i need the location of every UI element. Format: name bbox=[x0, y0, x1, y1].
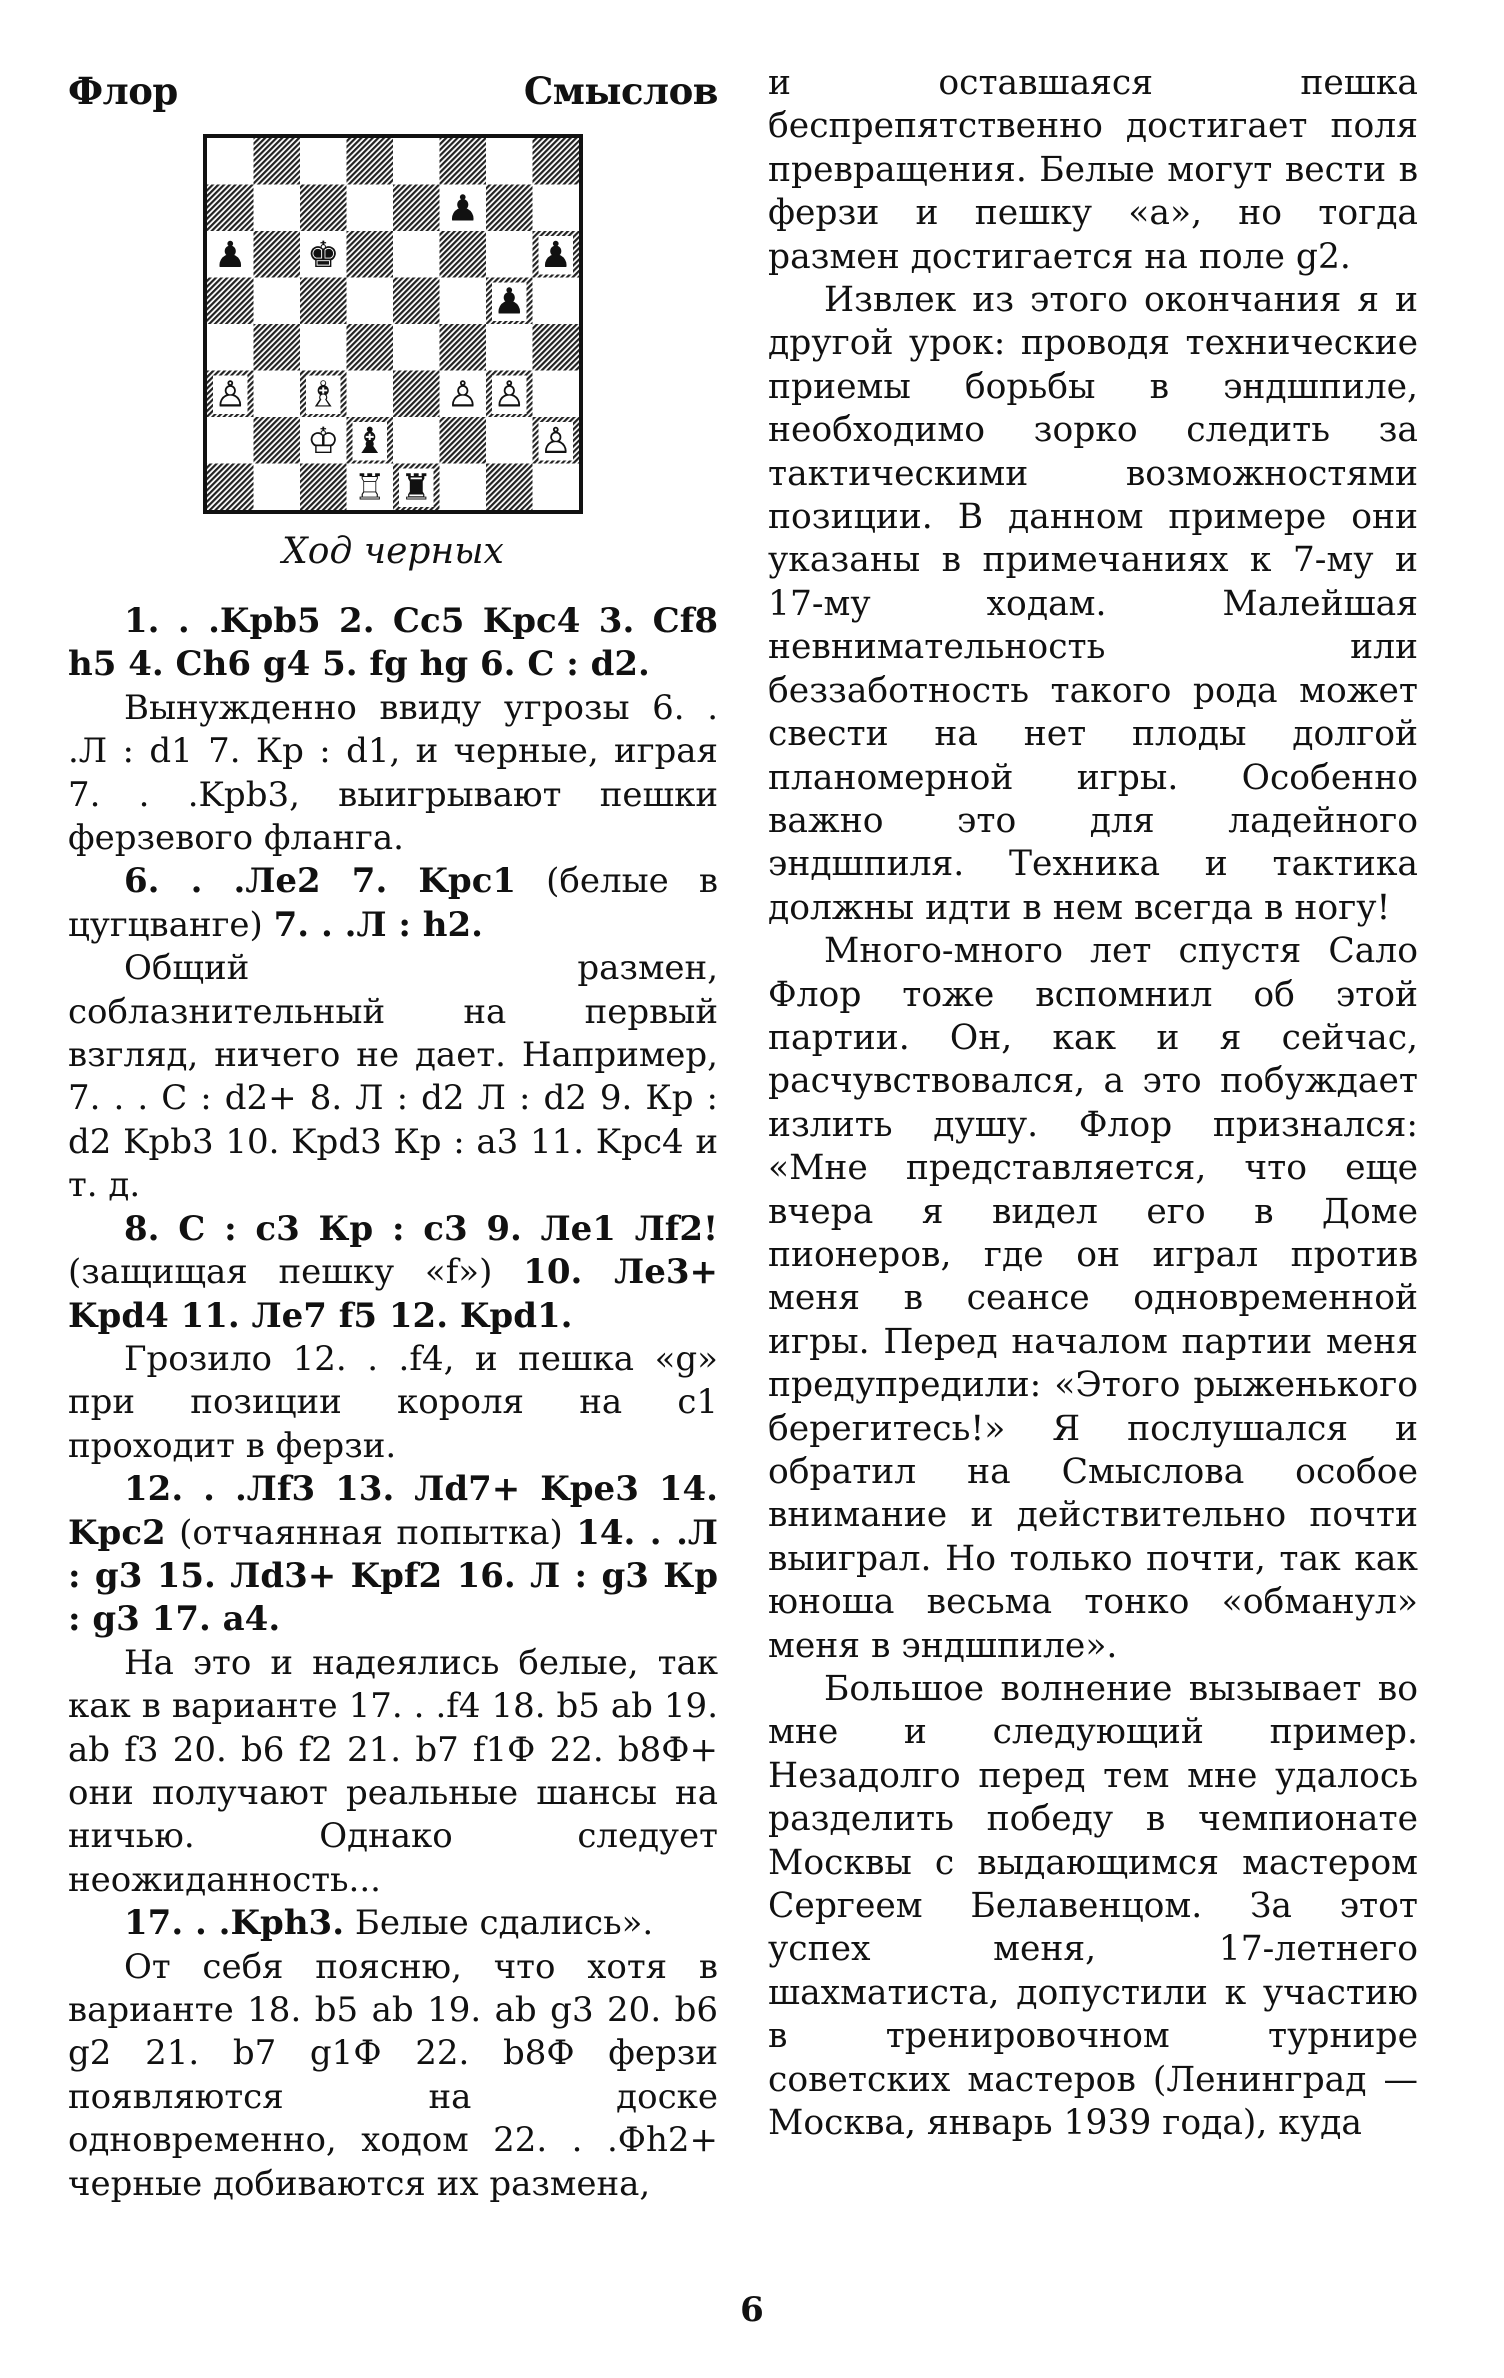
moves-4a: 8. C : c3 Кр : c3 9. Ле1 Лf2! bbox=[124, 1208, 718, 1249]
light-square bbox=[393, 231, 440, 278]
paragraph-moves-1 bbox=[68, 600, 718, 687]
dark-square bbox=[393, 185, 440, 232]
dark-square bbox=[207, 278, 254, 325]
light-square bbox=[533, 464, 580, 511]
player-black: Смыслов bbox=[523, 69, 718, 113]
moves-4b: 10. Ле3+ Kpd4 11. Ле7 f5 12. Kpd1. bbox=[68, 1252, 718, 1336]
light-square bbox=[533, 371, 580, 418]
chess-diagram bbox=[203, 134, 583, 514]
paragraph-right-4: Большое волнение вызывает во мне и следующий пример. Незадолго перед тем мне удалось разделить победу в чемпионате Москвы с выдающимся мастером Сергеем Белавенцом. За этот успех меня, 17-летнего шахматиста, допустили к участию в тренировочном турнире советских мастеров (Ленинград — Москва, январь 1939 года), куда bbox=[768, 1669, 1418, 2144]
dark-square bbox=[533, 138, 580, 185]
black-rook-e1: ♜ bbox=[400, 467, 433, 509]
white-pawn-a3: ♙ bbox=[214, 374, 247, 416]
light-square bbox=[300, 324, 347, 371]
note-2: (белые в цугцванге) bbox=[68, 861, 718, 945]
black-pawn-a6: ♟ bbox=[214, 234, 247, 276]
white-pawn-f3: ♙ bbox=[446, 374, 479, 416]
paragraph-moves-8 bbox=[68, 1902, 718, 1945]
paragraph-note-9: От себя поясню, что хотя в варианте 18. b5 ab 19. ab g3 20. b6 g2 21. b7 g1Ф 22. b8Ф ферзи появляются на доске одновременно, ходом 22. . .Фh2+ черные добиваются их размена, bbox=[68, 1946, 718, 2204]
light-square bbox=[254, 185, 301, 232]
game-header bbox=[68, 62, 718, 126]
light-square bbox=[254, 464, 301, 511]
light-square bbox=[393, 417, 440, 464]
light-square bbox=[254, 278, 301, 325]
light-square bbox=[207, 138, 254, 185]
moves-6b: 14. . .Л : g3 15. Лd3+ Kpf2 16. Л : g3 Кр : g3 17. a4. bbox=[68, 1512, 718, 1640]
paragraph-note-5: Грозило 12. . .f4, и пешка «g» при позиции короля на c1 проходит в ферзи. bbox=[68, 1338, 718, 1466]
light-square bbox=[300, 138, 347, 185]
dark-square bbox=[393, 278, 440, 325]
white-king-c2: ♔ bbox=[307, 420, 340, 462]
dark-square bbox=[347, 231, 394, 278]
paragraph-note-7: На это и надеялись белые, так как в варианте 17. . .f4 18. b5 ab 19. ab f3 20. b6 f2 21. b7 f1Ф 22. b8Ф+ они получают реальные шансы на ничью. Однако следует неожиданность... bbox=[68, 1642, 718, 1900]
moves-2a: 6. . .Ле2 7. Kpc1 bbox=[124, 861, 517, 902]
dark-square bbox=[393, 371, 440, 418]
dark-square bbox=[300, 278, 347, 325]
white-rook-d1: ♖ bbox=[353, 467, 386, 509]
light-square bbox=[440, 278, 487, 325]
black-pawn-h6: ♟ bbox=[539, 234, 572, 276]
light-square bbox=[207, 417, 254, 464]
dark-square bbox=[440, 138, 487, 185]
paragraph-right-2: Извлек из этого окончания я и другой урок: проводя технические приемы борьбы в эндшпиле, необходимо зорко следить за тактическими возможностями позиции. В данном примере они указаны в примечаниях к 7-му и 17-му ходам. Малейшая невнимательность или беззаботность такого рода может свести на нет плоды долгой планомерной игры. Особенно важно это для ладейного эндшпиля. Техника и тактика должны идти в нем всегда в ногу! bbox=[768, 280, 1418, 928]
light-square bbox=[533, 278, 580, 325]
right-column bbox=[768, 62, 1418, 2146]
light-square bbox=[347, 371, 394, 418]
black-king-c6: ♚ bbox=[307, 234, 340, 276]
note-8: Белые сдались». bbox=[354, 1903, 654, 1944]
dark-square bbox=[533, 324, 580, 371]
dark-square bbox=[486, 464, 533, 511]
light-square bbox=[347, 278, 394, 325]
left-text bbox=[68, 600, 718, 2206]
dark-square bbox=[254, 324, 301, 371]
dark-square bbox=[440, 417, 487, 464]
light-square bbox=[486, 138, 533, 185]
light-square bbox=[393, 324, 440, 371]
dark-square bbox=[254, 138, 301, 185]
dark-square bbox=[347, 324, 394, 371]
paragraph-right-1: и оставшаяся пешка беспрепятственно достигает поля превращения. Белые могут вести в ферзи и пешку «а», но тогда размен достигается на поле g2. bbox=[768, 63, 1418, 277]
white-pawn-g3: ♙ bbox=[493, 374, 526, 416]
dark-square bbox=[207, 185, 254, 232]
light-square bbox=[393, 138, 440, 185]
paragraph-moves-4 bbox=[68, 1208, 718, 1338]
dark-square bbox=[440, 324, 487, 371]
dark-square bbox=[207, 464, 254, 511]
page-number: 6 bbox=[740, 2290, 764, 2330]
light-square bbox=[347, 185, 394, 232]
black-pawn-f7: ♟ bbox=[446, 188, 479, 230]
light-square bbox=[440, 464, 487, 511]
note-6: (отчаянная попытка) bbox=[179, 1512, 563, 1553]
light-square bbox=[486, 231, 533, 278]
light-square bbox=[533, 185, 580, 232]
dark-square bbox=[254, 231, 301, 278]
light-square bbox=[254, 371, 301, 418]
dark-square bbox=[486, 185, 533, 232]
white-bishop-c3: ♗ bbox=[307, 374, 340, 416]
dark-square bbox=[347, 138, 394, 185]
dark-square bbox=[440, 231, 487, 278]
player-white: Флор bbox=[68, 69, 178, 113]
moves-2b: 7. . .Л : h2. bbox=[273, 904, 483, 945]
dark-square bbox=[300, 464, 347, 511]
white-pawn-h2: ♙ bbox=[539, 420, 572, 462]
dark-square bbox=[254, 417, 301, 464]
light-square bbox=[207, 324, 254, 371]
diagram-caption: Ход черных bbox=[282, 531, 504, 572]
light-square bbox=[486, 417, 533, 464]
moves-1: 1. . .Kpb5 2. Cc5 Kpc4 3. Cf8 h5 4. Ch6 g4 5. fg hg 6. C : d2. bbox=[68, 601, 718, 685]
black-bishop-d2: ♝ bbox=[353, 420, 386, 462]
note-4: (защищая пешку «f») bbox=[68, 1252, 493, 1293]
left-column bbox=[68, 62, 718, 2206]
paragraph-moves-6 bbox=[68, 1468, 718, 1642]
dark-square bbox=[300, 185, 347, 232]
paragraph-right-3: Много-много лет спустя Сало Флор тоже вспомнил об этой партии. Он, как и я сейчас, расчувствовался, а это побуждает излить душу. Флор признался: «Мне представляется, что еще вчера я видел его в Доме пионеров, где он играл против меня в сеансе одновременной игры. Перед началом партии меня предупредили: «Этого рыженького берегитесь!» Я послушался и обратил на Смыслова особое внимание и действительно почти выиграл. Но только почти, так как юноша весьма тонко «обманул» меня в эндшпиле». bbox=[768, 931, 1418, 1666]
moves-6a: 12. . .Лf3 13. Лd7+ Kpe3 14. Kpc2 bbox=[68, 1469, 718, 1553]
paragraph-note-3: Общий размен, соблазнительный на первый взгляд, ничего не дает. Например, 7. . . С : d2+ 8. Л : d2 Л : d2 9. Кр : d2 Kpb3 10. Kpd3 Кр : a3 11. Kpc4 и т. д. bbox=[68, 948, 718, 1206]
paragraph-note-1: Вынужденно ввиду угрозы 6. . .Л : d1 7. Кр : d1, и черные, играя 7. . .Kpb3, выигрывают пешки ферзевого фланга. bbox=[68, 687, 718, 859]
moves-8: 17. . .Kph3. bbox=[124, 1903, 345, 1944]
black-pawn-g5: ♟ bbox=[493, 281, 526, 323]
paragraph-moves-2 bbox=[68, 860, 718, 947]
chess-board bbox=[203, 134, 583, 514]
light-square bbox=[486, 324, 533, 371]
